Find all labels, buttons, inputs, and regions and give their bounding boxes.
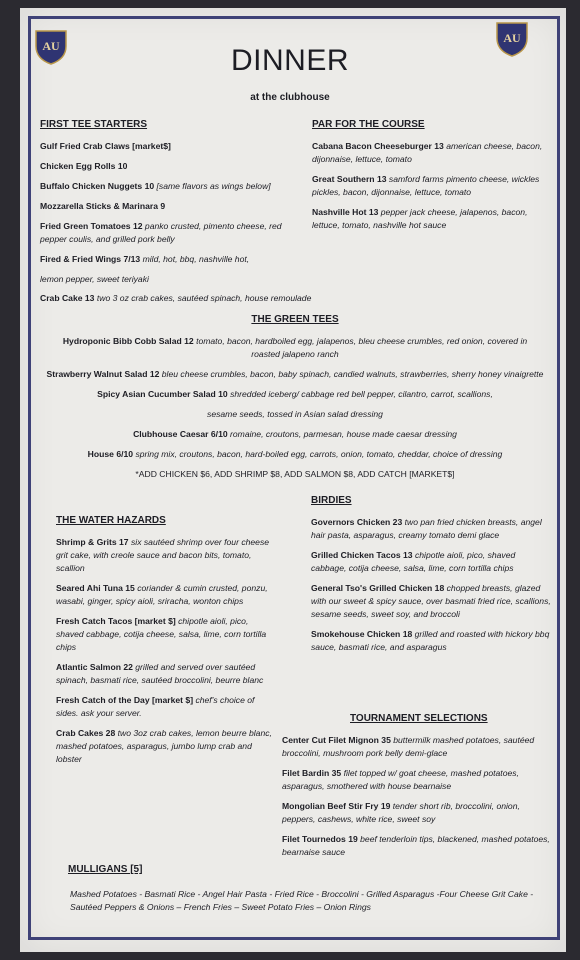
mulligans-sides: Mashed Potatoes - Basmati Rice - Angel Hair Pasta - Fried Rice - Broccolini - Grilled Asparagus -Four Cheese Grit Cake - Sautéed Peppers & Onions – French Fries – Sweet Potato Fries – Onion Rings bbox=[70, 889, 534, 912]
mulligans-heading: MULLIGANS [5] bbox=[68, 864, 143, 875]
menu-item: Governors Chicken 23 two pan fried chicken breasts, angel hair pasta, asparagus, creamy tomato demi glace bbox=[311, 517, 542, 540]
menu-item: Buffalo Chicken Nuggets 10 [same flavors as wings below] bbox=[40, 181, 271, 191]
section-heading: TOURNAMENT SELECTIONS bbox=[350, 713, 488, 724]
menu-title: DINNER bbox=[230, 44, 349, 77]
menu-item: Crab Cakes 28 two 3oz crab cakes, lemon beurre blanc, mashed potatoes, asparagus, jumbo lump crab and lobster bbox=[56, 728, 272, 764]
section-heading: THE GREEN TEES bbox=[251, 314, 339, 325]
menu-item: Mongolian Beef Stir Fry 19 tender short rib, broccolini, onion, peppers, cashews, white rice, sweet soy bbox=[282, 801, 520, 824]
green-tees-section bbox=[40, 313, 550, 488]
menu-item: Fried Green Tomatoes 12 panko crusted, pimento cheese, red pepper coulis, and grilled pork belly bbox=[40, 221, 282, 244]
menu-item: Chicken Egg Rolls 10 bbox=[40, 161, 128, 171]
menu-item: Spicy Asian Cucumber Salad 10 shredded iceberg/ cabbage red bell pepper, cilantro, carrot, scallions, bbox=[97, 389, 493, 399]
menu-subtitle: at the clubhouse bbox=[250, 92, 330, 103]
menu-item: Seared Ahi Tuna 15 coriander & cumin crusted, ponzu, wasabi, ginger, spicy aioli, sriracha, wonton chips bbox=[56, 583, 268, 606]
menu-item: Smokehouse Chicken 18 grilled and roasted with hickory bbq sauce, basmati rice, and asparagus bbox=[311, 629, 550, 652]
menu-item: Fresh Catch Tacos [market $] chipotle aioli, pico, shaved cabbage, cotija cheese, salsa, lime, corn tortilla chips bbox=[56, 616, 267, 652]
menu-item: Great Southern 13 samford farms pimento cheese, wickles pickles, bacon, dijonnaise, lettuce, tomato bbox=[312, 174, 540, 197]
menu-item: General Tso's Grilled Chicken 18 chopped breasts, glazed with our sweet & spicy sauce, over basmati fried rice, scallions, sesame seeds, sweet soy, and broccoli bbox=[311, 583, 551, 619]
menu-item: Mozzarella Sticks & Marinara 9 bbox=[40, 201, 166, 211]
menu-item: Fresh Catch of the Day [market $] chef's choice of sides. ask your server. bbox=[56, 695, 255, 718]
first-tee-section bbox=[40, 118, 310, 293]
menu-item: Clubhouse Caesar 6/10 romaine, croutons, parmesan, house made caesar dressing bbox=[133, 429, 457, 439]
section-heading: FIRST TEE STARTERS bbox=[40, 119, 148, 130]
menu-item: lemon pepper, sweet teriyaki bbox=[40, 274, 149, 284]
menu-item: sesame seeds, tossed in Asian salad dressing bbox=[207, 409, 383, 419]
birdies-section bbox=[311, 494, 551, 661]
tournament-section bbox=[282, 712, 554, 866]
menu-item: Atlantic Salmon 22 grilled and served over sautéed spinach, basmati rice, sautéed broccolini, beurre blanc bbox=[56, 662, 264, 685]
menu-item: Filet Tournedos 19 beef tenderloin tips, blackened, mashed potatoes, bearnaise sauce bbox=[282, 834, 550, 857]
menu-item: Filet Bardin 35 filet topped w/ goat cheese, mashed potatoes, asparagus, smothered with house bearnaise bbox=[282, 768, 519, 791]
section-heading: THE WATER HAZARDS bbox=[56, 515, 166, 526]
section-heading: PAR FOR THE COURSE bbox=[312, 119, 425, 130]
menu-item: Gulf Fried Crab Claws [market$] bbox=[40, 141, 171, 151]
section-heading: BIRDIES bbox=[311, 495, 352, 506]
menu-item: Shrimp & Grits 17 six sautéed shrimp over four cheese grit cake, with creole sauce and bacon bits, tomato, scallion bbox=[56, 537, 270, 573]
menu-item-crab-cake: Crab Cake 13 two 3 oz crab cakes, sautéed spinach, house remoulade bbox=[40, 293, 312, 303]
menu-item: Fired & Fried Wings 7/13 mild, hot, bbq, nashville hot, bbox=[40, 254, 250, 264]
menu-item: Cabana Bacon Cheeseburger 13 american cheese, bacon, dijonnaise, lettuce, tomato bbox=[312, 141, 543, 164]
logo-text: AU bbox=[503, 31, 521, 45]
logo-text: AU bbox=[42, 39, 60, 53]
menu-item: Nashville Hot 13 pepper jack cheese, jalapenos, bacon, lettuce, tomato, nashville hot sauce bbox=[312, 207, 528, 230]
water-hazards-section bbox=[56, 514, 278, 773]
menu-item: Grilled Chicken Tacos 13 chipotle aioli, pico, shaved cabbage, cotija cheese, salsa, lime, corn tortilla chips bbox=[311, 550, 516, 573]
menu-item: House 6/10 spring mix, croutons, bacon, hard-boiled egg, carrots, onion, tomato, cheddar, choice of dressing bbox=[87, 449, 503, 459]
par-course-section bbox=[312, 118, 552, 239]
menu-item: Center Cut Filet Mignon 35 buttermilk mashed potatoes, sautéed broccolini, mushroom pork belly demi-glace bbox=[282, 735, 535, 758]
menu-item: Hydroponic Bibb Cobb Salad 12 tomato, bacon, hardboiled egg, jalapenos, bleu cheese crumbles, red onion, covered in roasted jalapeno ranch bbox=[62, 336, 528, 359]
menu-item: Strawberry Walnut Salad 12 bleu cheese crumbles, bacon, baby spinach, candied walnuts, strawberries, sherry honey vinaigrette bbox=[46, 369, 544, 379]
addons-note: *ADD CHICKEN $6, ADD SHRIMP $8, ADD SALMON $8, ADD CATCH [MARKET$] bbox=[135, 469, 455, 479]
